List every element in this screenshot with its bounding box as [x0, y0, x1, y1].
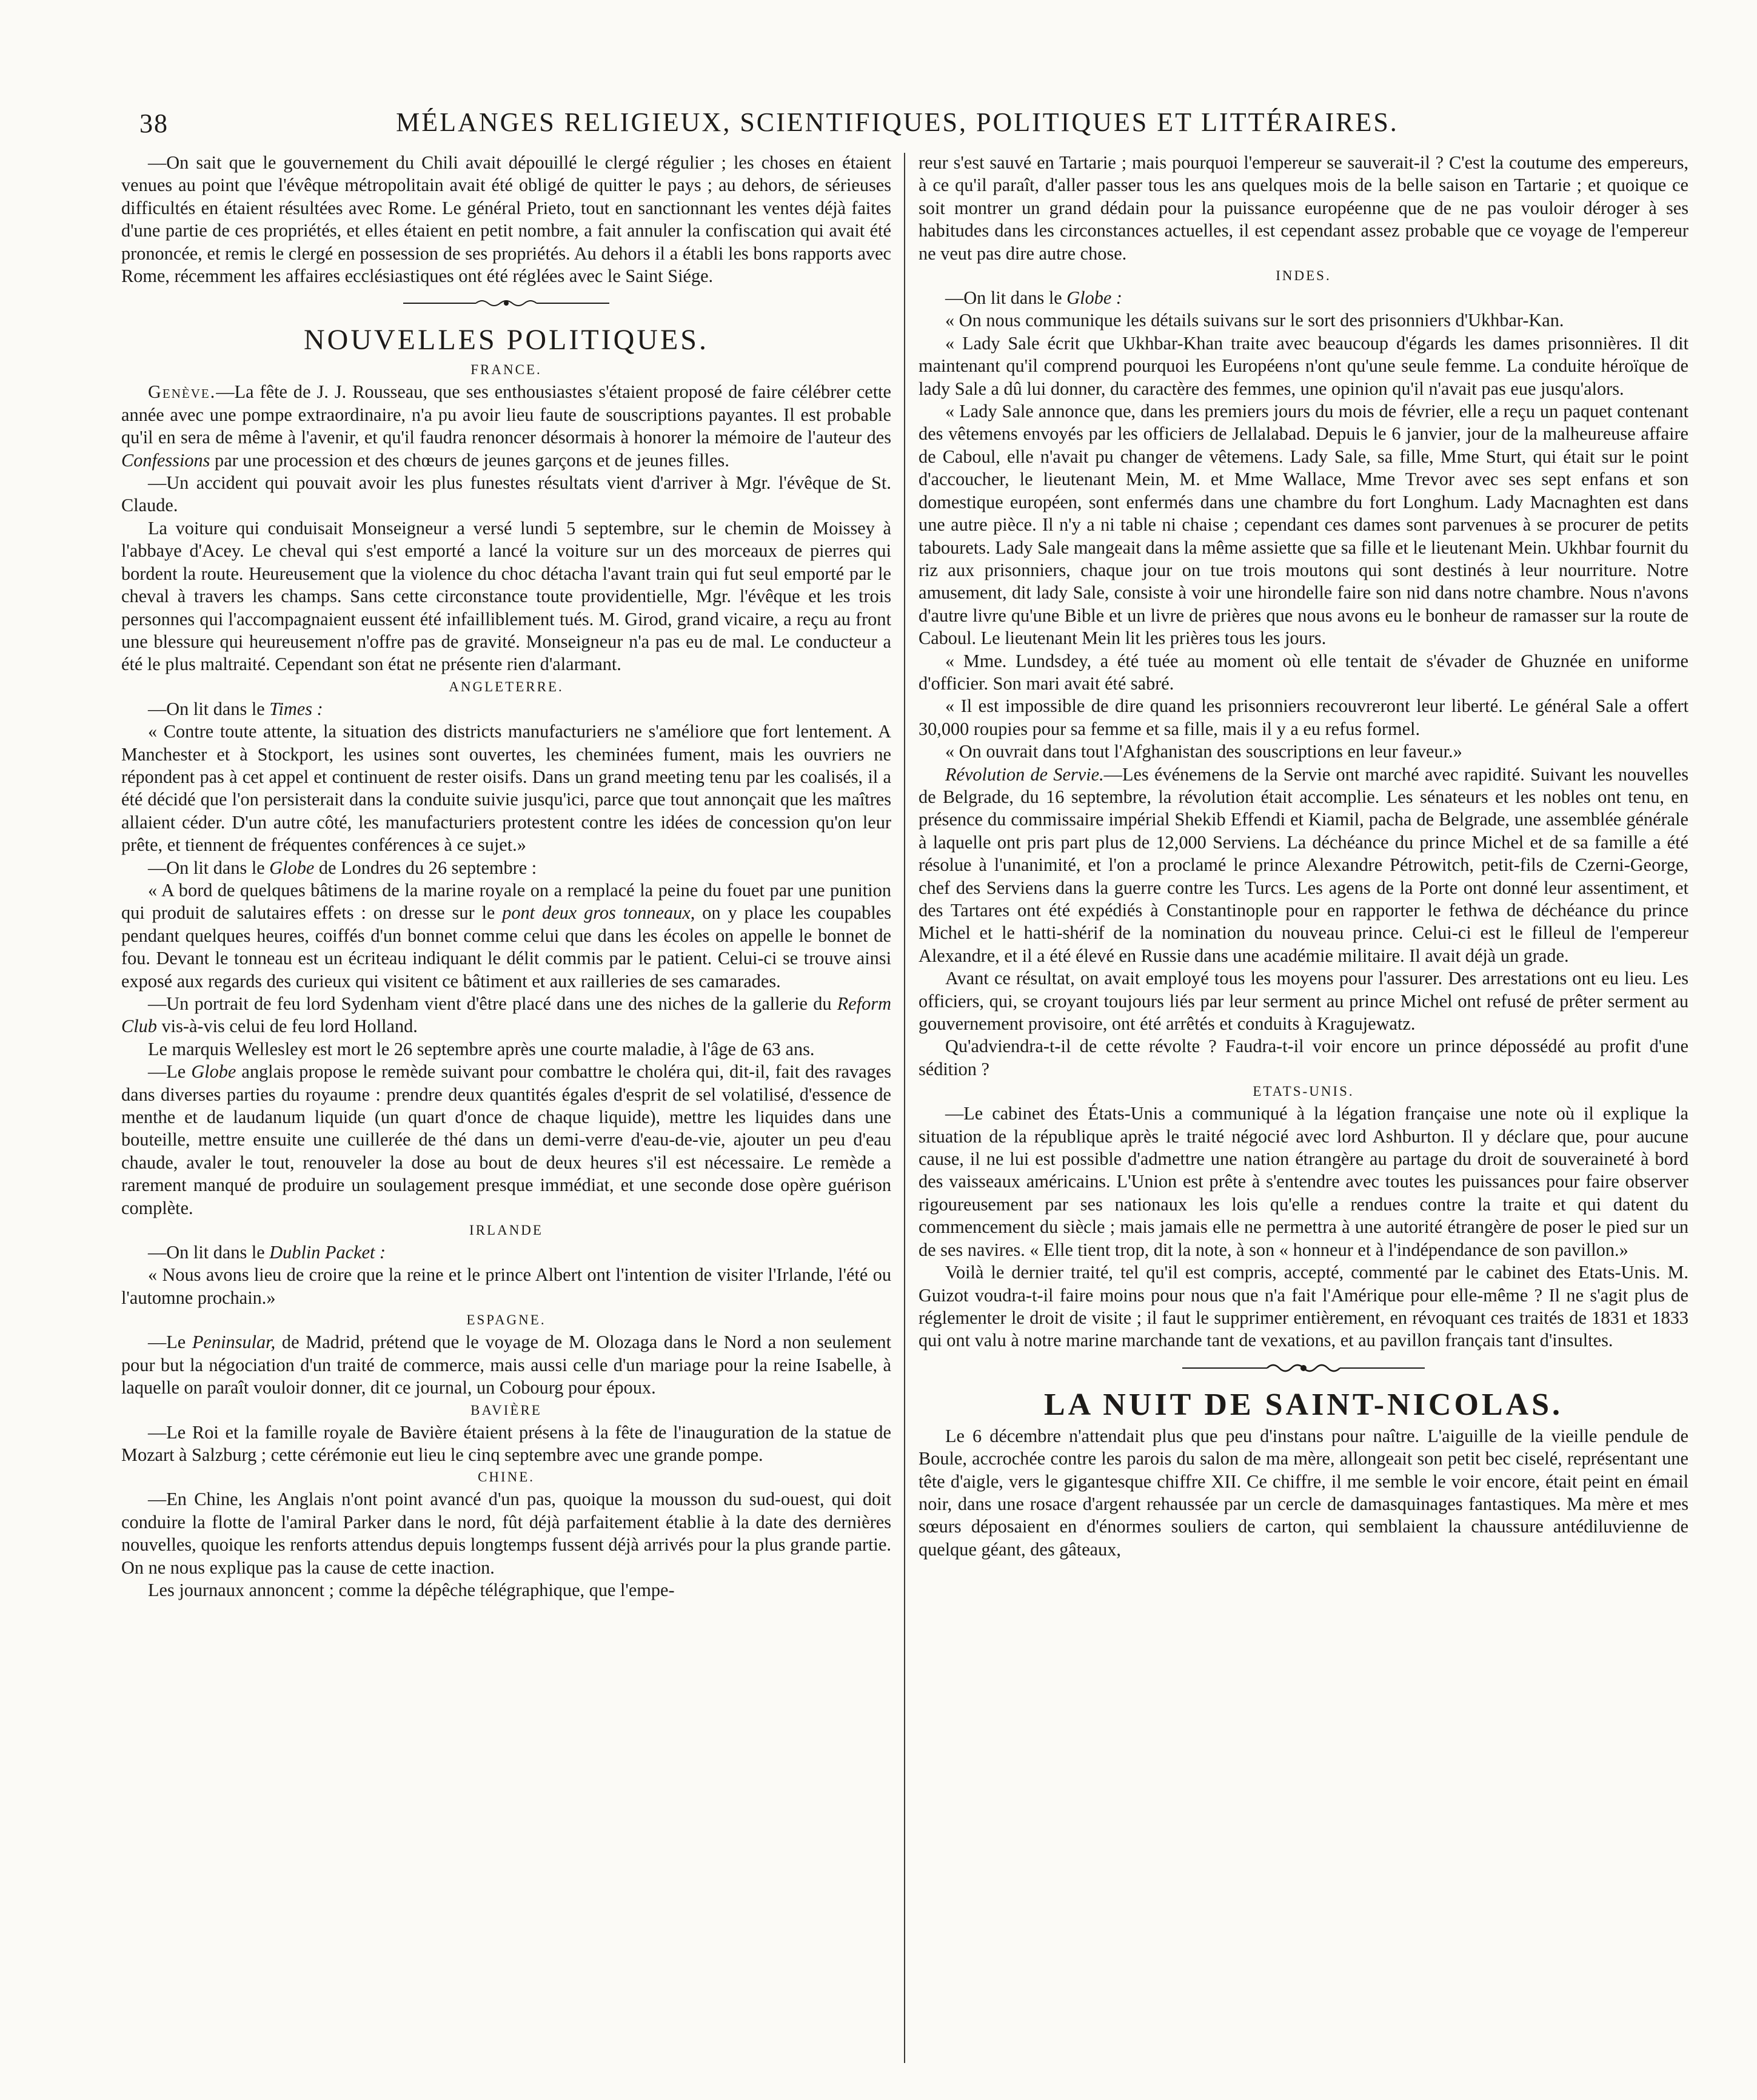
confessions-title: Confessions — [121, 449, 210, 471]
etats-unis-label: ETATS-UNIS. — [1253, 1084, 1354, 1099]
cholera-start: —Le — [148, 1061, 192, 1082]
reform-club-name: Reform Club — [121, 993, 891, 1037]
chili-paragraph: —On sait que le gouvernement du Chili avait dépouillé le clergé régulier ; les choses en étaient venues au point que l'évêque métropolitain avait été obligé de quitter le pays ; au dehors, de sérieuses difficultés en étaient résultées avec Rome. Le général Prieto, tout en sanctionnant les ventes déjà faites d'une partie de ces propriétés, et elles étaient en petit nombre, a fait annuler la confiscation qui avait été prononcée, et remis le clergé en possession de ses propriétés. Au dehors il a établi les bons rapports avec Rome, récemment les affaires ecclésiastiques ont été réglées avec le Saint Siége. — [121, 152, 891, 287]
geneve-text: —La fête de J. J. Rousseau, que ses enthousiastes s'étaient proposé de faire célébrer cette année avec une pompe extraordinaire, n'a pu avoir lieu faute de souscriptions payantes. Il est probable qu'il en sera de même à l'avenir, et qu'il faudra renoncer désormais à honorer la mémoire de l'auteur des — [121, 381, 891, 448]
indes-globe-intro — [919, 287, 1688, 309]
portrait-paragraph — [121, 993, 891, 1038]
globe-quote-italic: pont deux gros tonneaux, — [502, 902, 695, 924]
voila-paragraph: Voilà le dernier traité, tel qu'il est compris, accepté, commenté par le cabinet des Etats-Unis. M. Guizot voudra-t-il faire moins pour nous que n'a fait l'Amérique pour elle-même ? Il ne s'agit plus de réglementer le droit de visite ; il faut le supprimer entièrement, en révoquant ces traités de 1831 et 1833 qui ont valu à notre marine marchande tant de vexations, et au pavillon français tant d'insultes. — [919, 1262, 1688, 1351]
chine-paragraph: —En Chine, les Anglais n'ont point avancé d'un pas, quoique la mousson du sud-ouest, qui doit conduire la flotte de l'amiral Parker dans le nord, fût déjà parfaitement établie à la date des dernières nouvelles, quoique les renforts attendus depuis longtemps fussent déjà arrivés pour la plus grande partie. On ne nous explique pas la cause de cette inaction. — [121, 1489, 891, 1578]
ukhbar-quote: « On nous communique les détails suivans sur le sort des prisonniers d'Ukhbar-Kan. — [945, 310, 1564, 331]
dublin-intro-text: —On lit dans le — [148, 1242, 270, 1263]
column-rule — [904, 153, 905, 2063]
peninsular-name: Peninsular, — [192, 1332, 276, 1353]
indes-label: INDES. — [1276, 268, 1331, 284]
globe-quote — [121, 879, 891, 993]
globe-name: Globe — [269, 857, 315, 878]
servie-title: Révolution de Servie. — [945, 763, 1104, 785]
cholera-paragraph — [121, 1061, 891, 1219]
lundsdey-paragraph: « Mme. Lundsdey, a été tuée au moment où elle tentait de s'évader de Ghuznée en uniforme d'officier. Son mari avait été sabré. — [919, 650, 1688, 694]
times-name: Times : — [269, 698, 323, 719]
dublin-packet-name: Dublin Packet : — [269, 1242, 386, 1263]
accident-paragraph: —Un accident qui pouvait avoir les plus funestes résultats vient d'arriver à Mgr. l'évêque de St. Claude. — [121, 472, 891, 516]
indes-globe-intro-text: —On lit dans le — [945, 287, 1067, 309]
times-quote: « Contre toute attente, la situation des districts manufacturiers ne s'améliore que fort lentement. A Manchester et à Stockport, les usines sont ouvertes, les cheminées fument, mais les ouvriers ne répondent pas à cet appel et continuent de rester oisifs. Dans un grand meeting tenu par les coalisés, il a été décidé que l'on persisterait dans la conduite suivie jusqu'ici, parce que tout annonçait que les maîtres allaient céder. D'un autre côté, les manufacturiers protestent contre les idées de concession qu'on leur prête, et tiennent de fréquentes conférences à ce sujet.» — [121, 721, 891, 856]
liberte-paragraph: « Il est impossible de dire quand les prisonniers recouvreront leur liberté. Le général Sale a offert 30,000 roupies pour sa femme et sa fille, mais il y a eu refus formel. — [919, 696, 1688, 739]
lady-sale-paragraph-1: « Lady Sale écrit que Ukhbar-Khan traite avec beaucoup d'égards les dames prisonnières. Il dit maintenant qu'il comprend pourquoi les Européens n'ont qu'une seule femme. La conduite héroïque de lady Sale a dû lui donner, du caractère des femmes, une opinion qu'il n'avait pas eue jusqu'alors. — [919, 332, 1688, 399]
globe-quote-end: on y place les coupables pendant quelques heures, coiffés d'un bonnet comme celui que dans les écoles on appelle le bonnet de fou. Devant le tonneau est un écriteau indiquant le délit commis par le patient. Celui-ci se trouve ainsi exposé aux regards des curieux qui visitent ce bâtiment et aux railleries de ses camarades. — [121, 902, 891, 991]
page-number: 38 — [139, 109, 169, 138]
portrait-end: vis-à-vis celui de feu lord Holland. — [156, 1016, 418, 1037]
cholera-globe-name: Globe — [191, 1061, 236, 1082]
espagne-label: ESPAGNE. — [466, 1312, 546, 1328]
baviere-paragraph: —Le Roi et la famille royale de Bavière étaient présens à la fête de l'inauguration de la statue de Mozart à Salzburg ; cette cérémonie eut lieu le cinq septembre avec une grande pompe. — [121, 1421, 891, 1465]
cholera-text: anglais propose le remède suivant pour combattre le choléra qui, dit-il, fait des ravages dans diverses parties du royaume : prendre deux quantités égales d'esprit de sel volatilisé, d'essence de menthe et de laudanum liquide (un quart d'once de chaque liquide), mettre les liquides dans une bouteille, mettre ensuite une cuillerée de thé dans un demi-verre d'eau-de-vie, ajouter un peu d'eau chaude, avaler le tout, renouveler la dose au bout de deux heures s'il est nécessaire. Le remède a rarement manqué de produire un soulagement presque immédiat, et une seconde dose opère guérison complète. — [121, 1061, 891, 1218]
ornament-divider — [121, 287, 891, 319]
etats-unis-paragraph: —Le cabinet des États-Unis a communiqué à la légation française une note où il explique la situation de la république après le traité négocié avec lord Ashburton. Il y déclare que, pour aucune cause, il ne lui est possible d'admettre une nation étrangère au partage du droit de souveraineté à bord des vaisseaux américains. L'Union est prête à s'entendre avec toutes les puissances pour faire observer rigoureusement par ses nationaux les lois qu'elle a rendues contre la traite et qui datent du commencement du siècle ; mais jamais elle ne permettra à une autorité étrangère de poser le pied sur un de ses navires. « Elle tient trop, dit la note, à son « honneur et à l'indépendance de son pavillon.» — [919, 1103, 1688, 1260]
angleterre-label: ANGLETERRE. — [449, 679, 564, 694]
globe-intro — [121, 857, 891, 879]
times-intro — [121, 698, 891, 720]
afghanistan-paragraph: « On ouvrait dans tout l'Afghanistan des souscriptions en leur faveur.» — [945, 741, 1462, 762]
globe-quote-start: « A bord de quelques bâtimens de la marine royale on a remplacé la peine du fouet par une punition qui produit de salutaires effets : on dresse sur le — [121, 879, 891, 924]
portrait-start: —Un portrait de feu lord Sydenham vient d'être placé dans une des niches de la gallerie du — [148, 993, 837, 1014]
left-column — [121, 152, 891, 2068]
globe-intro-end: de Londres du 26 septembre : — [314, 857, 537, 878]
nuit-saint-nicolas-title: LA NUIT DE SAINT-NICOLAS. — [1043, 1387, 1564, 1422]
baviere-label: BAVIÈRE — [470, 1402, 542, 1418]
page-header — [121, 102, 1673, 144]
chine-label: CHINE. — [477, 1469, 535, 1485]
ornament-divider-right — [919, 1352, 1688, 1384]
peninsular-text: de Madrid, prétend que le voyage de M. Olozaga dans le Nord a non seulement pour but la négociation d'un traité de commerce, mais aussi celle d'un mariage pour la reine Isabelle, à laquelle on paraît vouloir donner, dit ce journal, un Cobourg pour époux. — [121, 1332, 891, 1398]
avant-paragraph: Avant ce résultat, on avait employé tous les moyens pour l'assurer. Des arrestations ont eu lieu. Les officiers, qui, se croyant toujours liés par leur serment au prince Michel ont refusé de prêter serment au gouvernement provisoire, ont été arrêtés et conduits à Kragujewatz. — [919, 968, 1688, 1035]
globe-intro-text: —On lit dans le — [148, 857, 270, 878]
dublin-intro — [121, 1241, 891, 1264]
france-label: FRANCE. — [470, 362, 542, 378]
geneve-paragraph — [121, 381, 891, 472]
nouvelles-politiques-title: NOUVELLES POLITIQUES. — [304, 324, 709, 357]
voiture-paragraph: La voiture qui conduisait Monseigneur a versé lundi 5 septembre, sur le chemin de Moissey à l'abbaye d'Acey. Le cheval qui s'est emporté a lancé la voiture sur un des morceaux de pierres qui bordent la route. Heureusement que la violence du choc détacha l'avant train qui fut seul emporté par le cheval à travers les champs. Sans cette circonstance toute providentielle, Mgr. l'évêque et les trois personnes qui l'accompagnaient eussent été infailliblement tués. M. Girod, grand vicaire, a reçu au front une blessure qui heureusement n'offre pas de gravité. Monseigneur n'a pas eu de mal. Le conducteur a été le plus maltraité. Cependant son état ne présente rien d'alarmant. — [121, 517, 891, 675]
right-column — [919, 152, 1688, 2068]
peninsular-start: —Le — [148, 1332, 192, 1353]
wellesley-paragraph: Le marquis Wellesley est mort le 26 septembre après une courte maladie, à l'âge de 63 ans. — [148, 1038, 815, 1059]
peninsular-paragraph — [121, 1331, 891, 1399]
times-intro-text: —On lit dans le — [148, 698, 270, 719]
lady-sale-paragraph-2: « Lady Sale annonce que, dans les premiers jours du mois de février, elle a reçu un paquet contenant des vêtemens envoyés par les officiers de Jellalabad. Depuis le 6 janvier, jour de la malheureuse affaire de Caboul, elle n'avait pu changer de vêtemens. Lady Sale, sa fille, Mme Sturt, qui était sur le point d'accoucher, le lieutenant Mein, M. et Mme Wallace, Mme Trevor avec ses sept enfans et son domestique européen, sont enfermés dans une chambre du fort Longhum. Lady Macnaghten est dans une autre pièce. Il n'y a ni table ni chaise ; cependant ces dames sont parvenues à se procurer de petits tabourets. Lady Sale mangeait dans la même assiette que sa fille et le lieutenant Mein. Ukhbar fournit du riz aux prisonniers, chaque jour on tue trois moutons qui sont destinés à leur nourriture. Notre amusement, dit lady Sale, consiste à voir une hirondelle faire son nid dans notre chambre. Nous n'avons d'autre livre qu'une Bible et un livre de prières que nous avons eu le bonheur de ramasser sur la route de Caboul. Le lieutenant Mein lit les prières tous les jours. — [919, 401, 1688, 649]
tartarie-paragraph: reur s'est sauvé en Tartarie ; mais pourquoi l'empereur se sauverait-il ? C'est la coutume des empereurs, à ce qu'il paraît, d'aller passer tous les ans quelques mois de la belle saison en Tartarie ; et quoique ce soit montrer un grand dédain pour la puissance européenne que de ne pas vouloir déroger à ses habitudes dans les circonstances actuelles, il est cependant assez probable que ce voyage de l'empereur ne veut pas dire autre chose. — [919, 152, 1688, 264]
running-title: MÉLANGES RELIGIEUX, SCIENTIFIQUES, POLITIQUES ET LITTÉRAIRES. — [396, 107, 1399, 137]
irlande-label: IRLANDE — [469, 1223, 543, 1238]
geneve-lead: Genève. — [148, 381, 216, 403]
journaux-paragraph: Les journaux annoncent ; comme la dépêche télégraphique, que l'empe- — [148, 1579, 675, 1600]
nuit-paragraph: Le 6 décembre n'attendait plus que peu d'instans pour naître. L'aiguille de la vieille pendule de Boule, accrochée contre les parois du salon de ma mère, allongeait son petit bec ciselé, représentant une tête d'aigle, vers le gigantesque chiffre XII. Ce chiffre, il me semble le voir encore, était peint en émail noir, dans une rosace d'argent rehaussée par un cercle de damasquinages fantastiques. Ma mère et mes sœurs déposaient en d'énormes souliers de carton, qui semblaient la chaussure antédiluvienne de quelque géant, des gâteaux, — [919, 1425, 1688, 1560]
dublin-quote: « Nous avons lieu de croire que la reine et le prince Albert ont l'intention de visiter l'Irlande, l'été ou l'automne prochain.» — [121, 1264, 891, 1308]
servie-paragraph — [919, 763, 1688, 968]
indes-globe-name: Globe : — [1066, 287, 1122, 309]
geneve-end: par une procession et des chœurs de jeunes garçons et de jeunes filles. — [210, 449, 729, 471]
adviendra-paragraph: Qu'adviendra-t-il de cette révolte ? Faudra-t-il voir encore un prince dépossédé au profit d'une sédition ? — [919, 1036, 1688, 1079]
servie-text: —Les événemens de la Servie ont marché avec rapidité. Suivant les nouvelles de Belgrade, du 16 septembre, la révolution était accomplie. Les sénateurs et les nobles ont tenu, en présence du commissaire impérial Shekib Effendi et Kiamil, pacha de Belgrade, une assemblée générale à laquelle ont pris part plus de 12,000 Serviens. La déchéance du prince Michel et de sa famille a été résolue à l'unanimité, et l'on a proclamé le prince Alexandre Pétrowitch, petit-fils de Czerni-George, chef des Serviens dans la guerre contre les Turcs. Les agens de la Porte ont donné leur assentiment, et des Tartares ont été expédiés à Constantinople pour en rapporter le fethwa de déchéance du prince Michel et le hatti-shérif de la nomination du nouveau prince. Celui-ci est le filleul de l'empereur Alexandre, et il a été élevé en Russie dans une académie militaire. Il avait déjà un grade. — [919, 763, 1688, 966]
